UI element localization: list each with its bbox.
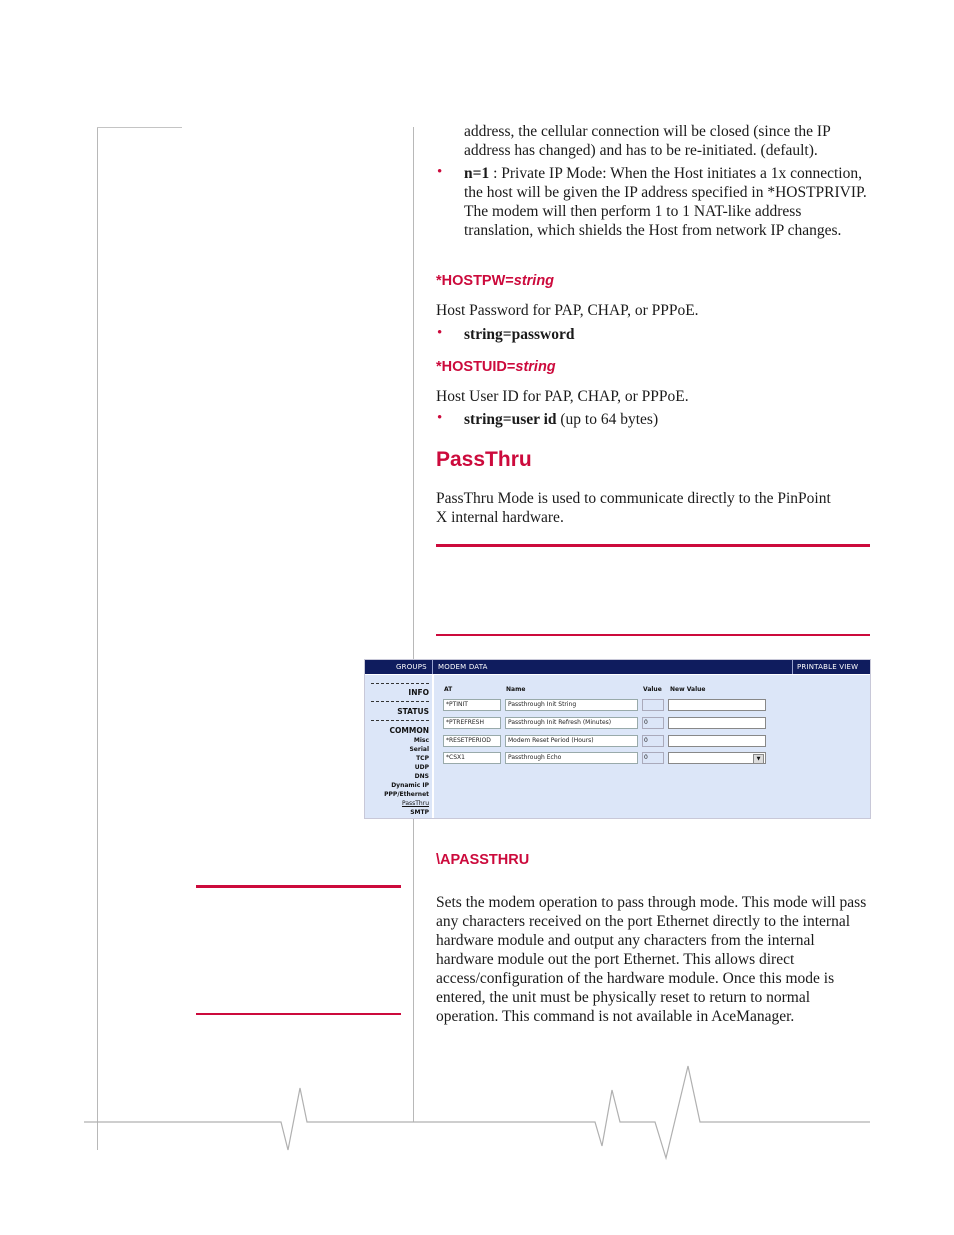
hostuid-bullet-label: string=user id	[464, 411, 557, 428]
left-margin-line	[97, 127, 98, 1150]
row-at-cell: *CSX1	[443, 752, 501, 764]
hostpw-heading	[436, 273, 554, 289]
column-divider-line	[413, 127, 414, 1122]
group-dynamic-ip[interactable]: Dynamic IP	[391, 782, 429, 789]
footer-pulse-line	[0, 1060, 954, 1170]
csx1-new-value-select[interactable]	[668, 752, 766, 764]
hostuid-bullet-rest: (up to 64 bytes)	[556, 411, 659, 428]
row-name-cell: Passthrough Init Refresh (Minutes)	[505, 717, 638, 729]
group-common[interactable]: COMMON	[389, 726, 429, 735]
bullet-dot: •	[437, 410, 443, 426]
intro-continuation: address, the cellular connection will be closed (since the IP address has changed) and has to be re-initiated. (default).	[464, 123, 831, 159]
chevron-down-icon[interactable]: ▼	[753, 754, 764, 764]
hostuid-heading-code: *HOSTUID=	[436, 359, 516, 375]
screenshot-top-bar	[365, 660, 870, 674]
passthru-description: PassThru Mode is used to communicate directly to the PinPoint X internal hardware.	[436, 490, 831, 526]
hostpw-heading-arg: string	[513, 273, 555, 289]
row-value-cell: 0	[642, 752, 664, 764]
ptrefresh-new-value-input[interactable]	[668, 717, 766, 729]
hostuid-bullet	[464, 410, 658, 429]
group-passthru[interactable]: PassThru	[401, 800, 429, 807]
col-header-new-value: New Value	[670, 686, 706, 693]
group-info[interactable]: INFO	[408, 688, 429, 697]
modem-data-label: MODEM DATA	[438, 663, 488, 671]
sidebar-rule-bottom	[196, 1013, 401, 1015]
group-ppp-ethernet[interactable]: PPP/Ethernet	[384, 791, 429, 798]
row-at-cell: *RESETPERIOD	[443, 735, 501, 747]
row-name-cell: Passthrough Echo	[505, 752, 638, 764]
ptinit-new-value-input[interactable]	[668, 699, 766, 711]
hostpw-heading-code: *HOSTPW=	[436, 273, 514, 289]
hostuid-heading-arg: string	[515, 359, 556, 375]
resetperiod-new-value-input[interactable]	[668, 735, 766, 747]
printable-view-link[interactable]: PRINTABLE VIEW	[797, 663, 859, 671]
group-misc[interactable]: Misc	[413, 737, 429, 744]
group-serial[interactable]: Serial	[409, 746, 429, 753]
group-tcp[interactable]: TCP	[416, 755, 429, 762]
sidebar-rule-top	[196, 885, 401, 888]
modem-data-panel	[434, 675, 870, 818]
passthru-title: PassThru	[436, 448, 532, 471]
n1-bullet-text	[464, 164, 870, 240]
hostuid-description: Host User ID for PAP, CHAP, or PPPoE.	[436, 388, 689, 405]
col-header-value: Value	[643, 686, 662, 693]
bullet-dot: •	[437, 325, 443, 341]
hostpw-bullet-label: string=password	[464, 326, 575, 343]
group-udp[interactable]: UDP	[414, 764, 429, 771]
col-header-at: AT	[444, 686, 453, 693]
hostuid-heading	[436, 359, 556, 375]
bullet-dot: •	[437, 164, 443, 180]
apassthru-heading: \APASSTHRU	[436, 852, 530, 868]
apassthru-description: Sets the modem operation to pass through mode. This mode will pass any characters received on the port Ethernet directly to the internal hardware module and output any characters from the internal hardware module out the port Ethernet. This allows direct access/configuration of the hardware module. Once this mode is entered, the unit must be physically reset to return to normal operation. This command is not available in AceManager.	[436, 894, 867, 1025]
hostpw-bullet	[464, 325, 574, 344]
group-status[interactable]: STATUS	[397, 707, 429, 716]
note-rule-bottom	[436, 634, 870, 636]
row-value-cell: 0	[642, 735, 664, 747]
row-value-cell: 0	[642, 717, 664, 729]
groups-panel	[365, 675, 432, 818]
group-dns[interactable]: DNS	[414, 773, 429, 780]
row-name-cell: Passthrough Init String	[505, 699, 638, 711]
hostpw-description: Host Password for PAP, CHAP, or PPPoE.	[436, 302, 699, 319]
row-value-cell	[642, 699, 664, 711]
row-name-cell: Modem Reset Period (Hours)	[505, 735, 638, 747]
acemanager-screenshot	[364, 659, 871, 819]
group-smtp[interactable]: SMTP	[410, 809, 429, 816]
n1-bullet-label: n=1	[464, 165, 490, 182]
top-margin-line	[97, 127, 182, 128]
groups-label: GROUPS	[396, 663, 427, 671]
note-rule-top	[436, 544, 870, 547]
row-at-cell: *PTINIT	[443, 699, 501, 711]
row-at-cell: *PTREFRESH	[443, 717, 501, 729]
col-header-name: Name	[506, 686, 526, 693]
n1-bullet-desc: : Private IP Mode: When the Host initiates a 1x connection, the host will be given the IP address specified in *HOSTPRIVIP. The modem will then perform 1 to 1 NAT-like address translation, which shields the Host from network IP changes.	[464, 165, 867, 239]
